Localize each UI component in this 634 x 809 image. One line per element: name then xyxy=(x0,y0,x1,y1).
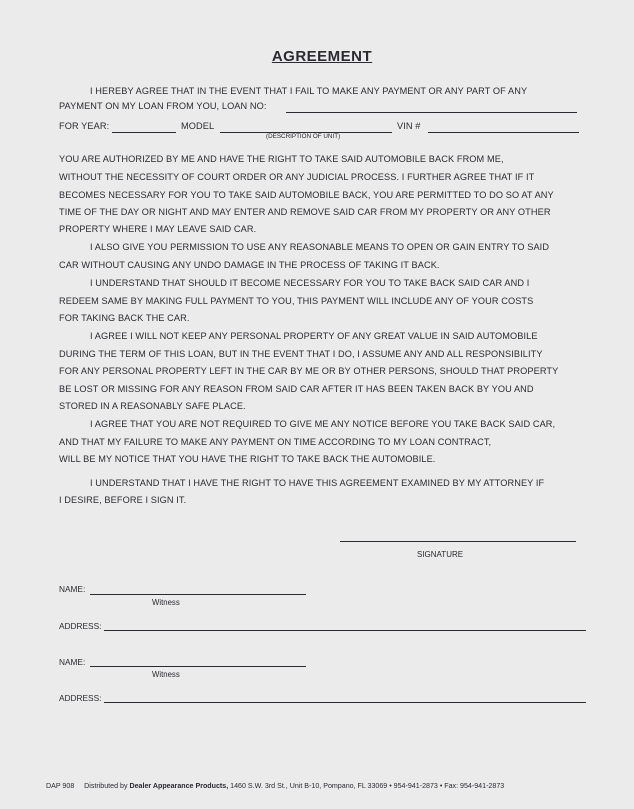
witness-2-caption: Witness xyxy=(152,670,180,679)
distributed-by: Distributed by xyxy=(84,782,128,790)
vin-field[interactable] xyxy=(428,132,579,133)
footer xyxy=(46,782,504,790)
body-line: I AGREE THAT YOU ARE NOT REQUIRED TO GIVE ME ANY NOTICE BEFORE YOU TAKE BACK SAID CAR, xyxy=(90,419,556,429)
witness-1-address-field[interactable] xyxy=(104,630,586,631)
witness-2-address-field[interactable] xyxy=(104,702,586,703)
year-label: FOR YEAR: xyxy=(59,121,110,131)
signature-field[interactable] xyxy=(340,541,576,542)
body-line: I UNDERSTAND THAT I HAVE THE RIGHT TO HAVE THIS AGREEMENT EXAMINED BY MY ATTORNEY IF xyxy=(90,478,545,488)
body-line: CAR WITHOUT CAUSING ANY UNDO DAMAGE IN THE PROCESS OF TAKING IT BACK. xyxy=(59,260,440,270)
unit-caption: (DESCRIPTION OF UNIT) xyxy=(266,133,341,140)
body-line: FOR ANY PERSONAL PROPERTY LEFT IN THE CAR BY ME OR BY OTHER PERSONS, SHOULD THAT PROPERTY xyxy=(59,366,559,376)
page-title: AGREEMENT xyxy=(271,48,373,65)
body-line: FOR TAKING BACK THE CAR. xyxy=(59,313,190,323)
witness-2-name-label: NAME: xyxy=(59,657,86,667)
company-name: Dealer Appearance Products, xyxy=(129,782,229,790)
body-line: I AGREE I WILL NOT KEEP ANY PERSONAL PROPERTY OF ANY GREAT VALUE IN SAID AUTOMOBILE xyxy=(90,331,538,341)
witness-1-caption: Witness xyxy=(152,598,180,607)
witness-1-name-field[interactable] xyxy=(90,594,306,595)
body-line: WITHOUT THE NECESSITY OF COURT ORDER OR ANY JUDICIAL PROCESS. I FURTHER AGREE THAT IF IT xyxy=(59,172,535,182)
intro-line-1: I HEREBY AGREE THAT IN THE EVENT THAT I FAIL TO MAKE ANY PAYMENT OR ANY PART OF ANY xyxy=(90,86,528,96)
vin-label: VIN # xyxy=(397,121,421,131)
witness-1-address-label: ADDRESS: xyxy=(59,621,102,631)
form-number: DAP 908 xyxy=(46,782,75,790)
witness-2-name-field[interactable] xyxy=(90,666,306,667)
body-line: I DESIRE, BEFORE I SIGN IT. xyxy=(59,495,187,505)
body-line: PROPERTY WHERE I MAY LEAVE SAID CAR. xyxy=(59,224,257,234)
loan-number-field[interactable] xyxy=(286,112,577,113)
body-line: REDEEM SAME BY MAKING FULL PAYMENT TO YOU, THIS PAYMENT WILL INCLUDE ANY OF YOUR COSTS xyxy=(59,296,534,306)
model-label: MODEL xyxy=(181,121,215,131)
body-line: I UNDERSTAND THAT SHOULD IT BECOME NECESSARY FOR YOU TO TAKE BACK SAID CAR AND I xyxy=(90,278,530,288)
year-field[interactable] xyxy=(112,132,176,133)
signature-label: SIGNATURE xyxy=(417,550,464,559)
body-line: I ALSO GIVE YOU PERMISSION TO USE ANY REASONABLE MEANS TO OPEN OR GAIN ENTRY TO SAID xyxy=(90,242,550,252)
witness-1-name-label: NAME: xyxy=(59,584,86,594)
intro-line-2: PAYMENT ON MY LOAN FROM YOU, LOAN NO: xyxy=(59,101,267,111)
body-line: STORED IN A REASONABLY SAFE PLACE. xyxy=(59,401,246,411)
body-line: YOU ARE AUTHORIZED BY ME AND HAVE THE RIGHT TO TAKE SAID AUTOMOBILE BACK FROM ME, xyxy=(59,154,504,164)
body-line: BE LOST OR MISSING FOR ANY REASON FROM SAID CAR AFTER IT HAS BEEN TAKEN BACK BY YOU AND xyxy=(59,384,534,394)
body-line: AND THAT MY FAILURE TO MAKE ANY PAYMENT ON TIME ACCORDING TO MY LOAN CONTRACT, xyxy=(59,437,492,447)
body-line: WILL BE MY NOTICE THAT YOU HAVE THE RIGHT TO TAKE BACK THE AUTOMOBILE. xyxy=(59,454,436,464)
witness-2-address-label: ADDRESS: xyxy=(59,693,102,703)
body-line: DURING THE TERM OF THIS LOAN, BUT IN THE EVENT THAT I DO, I ASSUME ANY AND ALL RESPONSIBILITY xyxy=(59,349,543,359)
body-line: TIME OF THE DAY OR NIGHT AND MAY ENTER AND REMOVE SAID CAR FROM MY PROPERTY OR ANY OTHER xyxy=(59,207,551,217)
company-address: 1460 S.W. 3rd St., Unit B-10, Pompano, FL 33069 • 954-941-2873 • Fax: 954-941-2873 xyxy=(230,782,505,790)
body-line: BECOMES NECESSARY FOR YOU TO TAKE SAID AUTOMOBILE BACK, YOU ARE PERMITTED TO DO SO AT ANY xyxy=(59,190,554,200)
